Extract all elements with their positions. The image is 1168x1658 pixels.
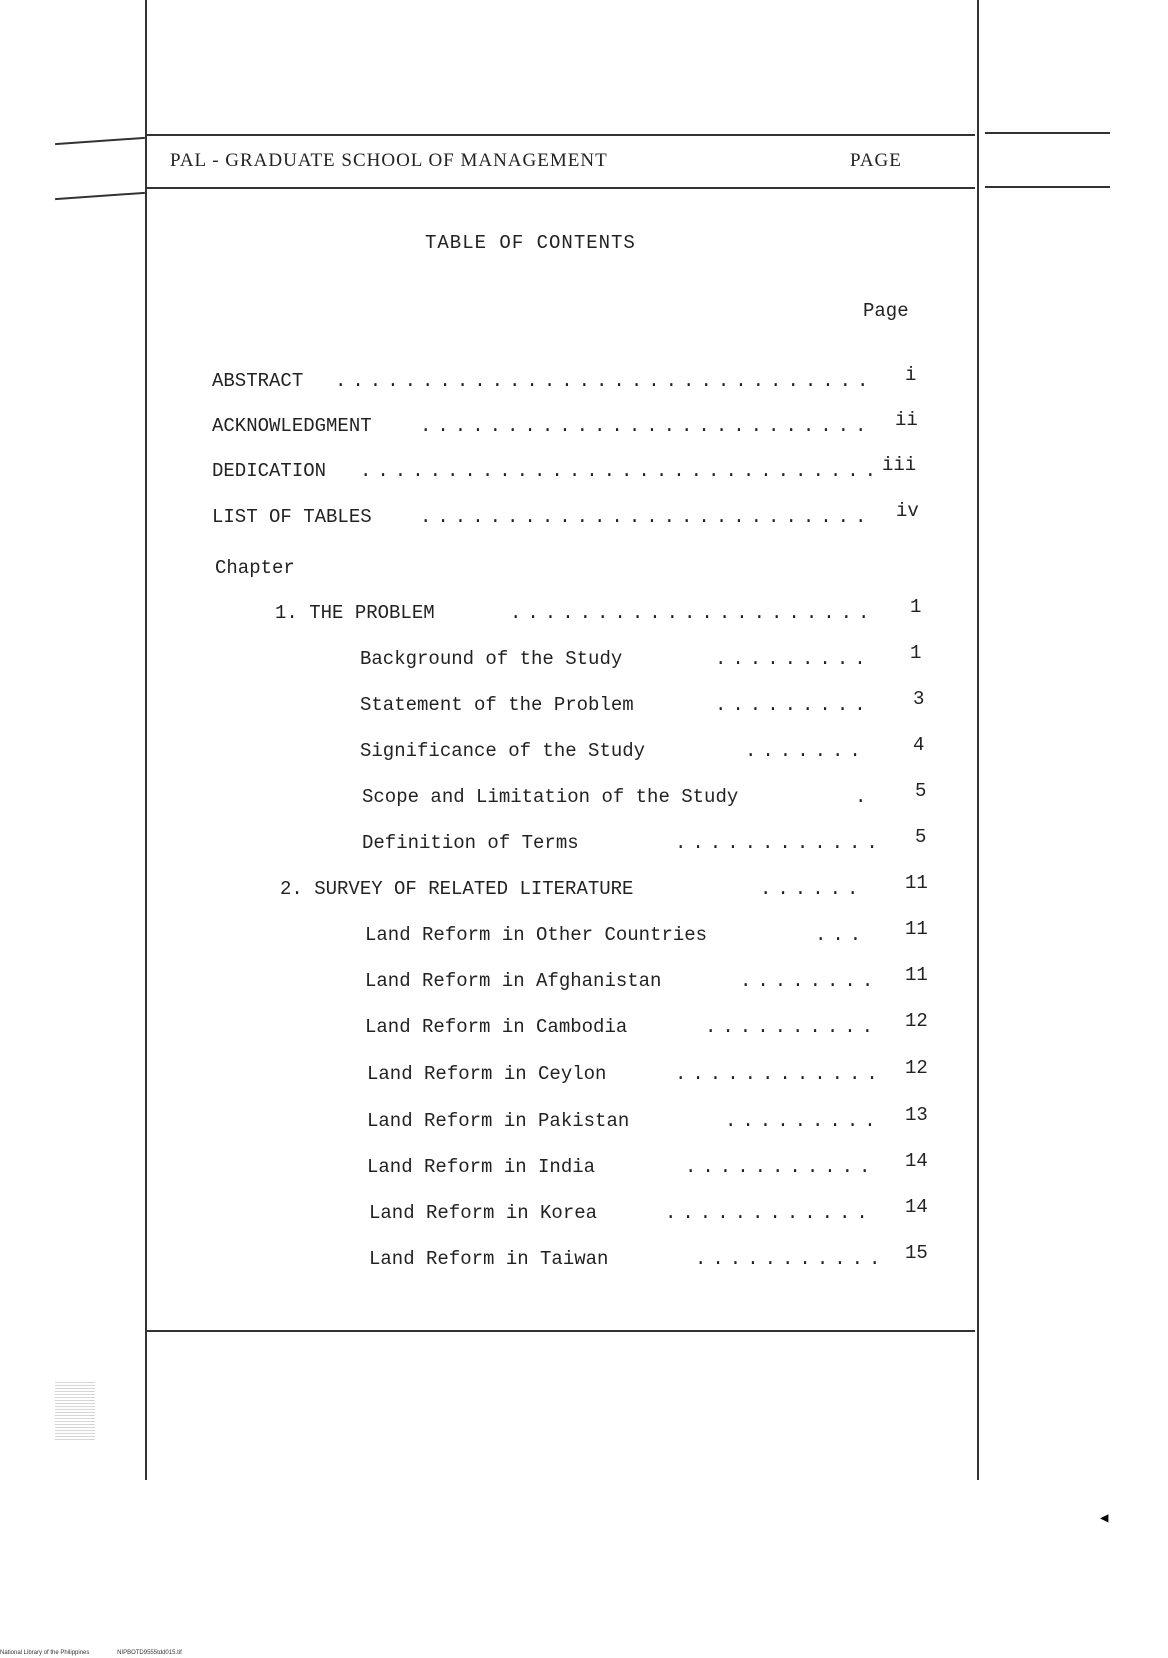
toc-entry-label: Significance of the Study [360,740,646,762]
toc-entry-label: DEDICATION [212,460,327,482]
toc-leader-dots: ........... [695,1248,887,1270]
toc-entry [367,1150,945,1182]
toc-leader-dots: ............................... [335,370,875,392]
header-top-rule [145,134,975,136]
toc-entry-label: Land Reform in India [367,1156,596,1178]
toc-entry [369,1196,945,1228]
footer [0,1650,208,1656]
toc-entry-page: 11 [905,964,928,986]
school-name: PAL - GRADUATE SCHOOL OF MANAGEMENT [170,150,608,171]
toc-entry [365,1010,945,1042]
toc-entry [212,500,936,532]
toc-entry-page: iv [896,500,919,522]
toc-entry-page: 15 [905,1242,928,1264]
toc-entry-page: 3 [913,688,925,710]
toc-entry [275,596,950,628]
toc-leader-dots: ........ [740,970,880,992]
toc-entry-label: Land Reform in Taiwan [369,1248,609,1270]
toc-entry-page: 1 [910,642,922,664]
toc-entry-label: Land Reform in Pakistan [367,1110,630,1132]
toc-entry [212,454,922,486]
chapter-heading-label: Chapter [215,557,295,579]
toc-entry-label: Land Reform in Afghanistan [365,970,662,992]
toc-entry [367,1104,945,1136]
toc-leader-dots: ...... [760,878,865,900]
toc-entry [362,826,955,858]
toc-entry-label: Land Reform in Korea [369,1202,598,1224]
toc-leader-dots: ..................... [510,602,876,624]
toc-entry [360,688,953,720]
toc-entry-label: Background of the Study [360,648,623,670]
toc-entry-label: Definition of Terms [362,832,579,854]
header-bottom-rule [145,187,975,189]
toc-entry-page: 11 [905,918,928,940]
toc-entry [362,780,955,812]
toc-entry-page: 5 [915,826,927,848]
library-name: National Library of the Philippines [0,1650,90,1656]
toc-leader-dots: .............................. [360,460,883,482]
toc-entry-page: 14 [905,1196,928,1218]
toc-leader-dots: .......................... [420,506,873,528]
toc-leader-dots: .......................... [420,415,873,437]
file-name: NIPBOTD9555tdd015.tif [117,1650,182,1656]
toc-leader-dots: ........... [685,1156,877,1178]
toc-title: TABLE OF CONTENTS [425,232,636,254]
toc-entry-label: Land Reform in Ceylon [367,1063,607,1085]
toc-leader-dots: ... [815,924,868,946]
toc-leader-dots: .......... [705,1016,880,1038]
toc-entry-page: 4 [913,734,925,756]
arrow-icon: ◀ [1100,1511,1109,1527]
toc-entry-label: 1. THE PROBLEM [275,602,435,624]
toc-leader-dots: ............ [675,1063,884,1085]
toc-leader-dots: ......... [715,694,872,716]
toc-entry-page: ii [895,409,918,431]
toc-entry-page: iii [882,454,917,476]
toc-leader-dots: ............ [675,832,884,854]
toc-entry-page: 13 [905,1104,928,1126]
toc-leader-dots: ............ [665,1202,874,1224]
toc-entry-label: Scope and Limitation of the Study [362,786,739,808]
left-rule-mid [55,192,145,200]
toc-entry [365,964,945,996]
toc-entry-label: ACKNOWLEDGMENT [212,415,372,437]
right-rule-top [985,132,1110,134]
toc-entry [212,364,945,396]
toc-leader-dots: ....... [745,740,867,762]
toc-entry-page: 5 [915,780,927,802]
toc-entry-label: Statement of the Problem [360,694,634,716]
toc-entry-page: 14 [905,1150,928,1172]
toc-entry-page: 1 [910,596,922,618]
toc-entry-label: Land Reform in Cambodia [365,1016,628,1038]
toc-entry-label: LIST OF TABLES [212,506,372,528]
toc-entry [369,1242,945,1274]
right-rule-mid [985,186,1110,188]
toc-entry [360,642,950,674]
toc-leader-dots: ......... [725,1110,882,1132]
toc-entry [280,872,945,904]
scan-noise [55,1380,95,1440]
toc-entry-page: 11 [905,872,928,894]
toc-entry-page: 12 [905,1057,928,1079]
toc-entry-page: i [905,364,917,386]
toc-entry-label: 2. SURVEY OF RELATED LITERATURE [280,878,634,900]
toc-leader-dots: . [855,786,873,808]
toc-entry-label: ABSTRACT [212,370,304,392]
toc-entry [360,734,953,766]
left-rule-top [55,137,145,145]
toc-entry [367,1057,945,1089]
toc-leader-dots: ......... [715,648,872,670]
toc-entry-page: 12 [905,1010,928,1032]
toc-entry-label: Land Reform in Other Countries [365,924,708,946]
page-label: PAGE [850,150,902,171]
page-column-heading: Page [863,300,909,322]
toc-entry [212,409,935,441]
footer-rule [145,1330,975,1332]
toc-entry [365,918,945,950]
